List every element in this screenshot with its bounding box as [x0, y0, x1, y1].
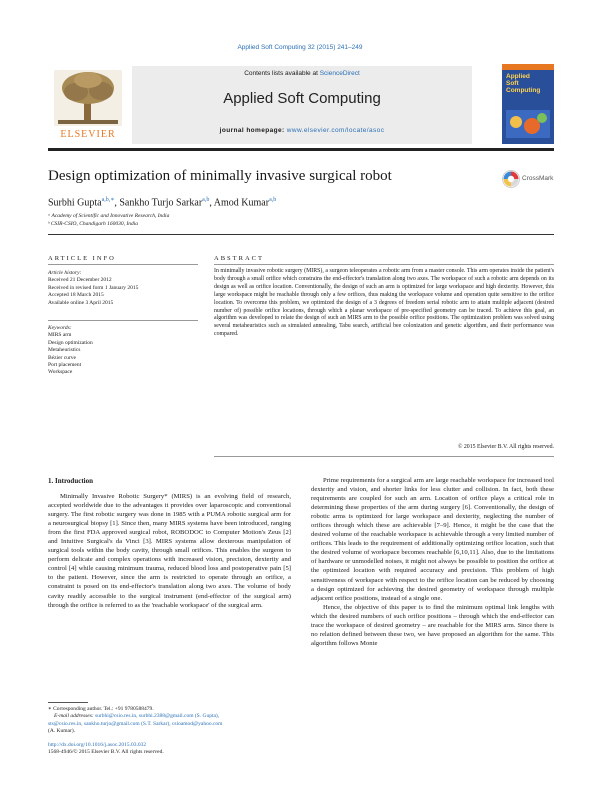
- homepage-prefix: journal homepage:: [219, 127, 287, 134]
- author-affiliation-marker[interactable]: a,b,∗: [101, 197, 115, 203]
- sciencedirect-link[interactable]: ScienceDirect: [319, 70, 360, 77]
- elsevier-tree-icon: [48, 68, 128, 142]
- footnote-divider: [48, 702, 88, 703]
- history-line: Received 21 December 2012: [48, 277, 112, 284]
- homepage-line: [132, 127, 472, 134]
- abstract-bottom-divider: [214, 456, 554, 457]
- keywords-divider: [48, 320, 198, 321]
- body-column-right: [311, 476, 554, 648]
- email-links[interactable]: sts@csio.res.in, sankho.turjo@gmail.com (S.T. Sarkar), csioamod@yahoo.com: [48, 720, 223, 727]
- cover-title-line2: Soft: [506, 80, 519, 87]
- contents-prefix: Contents lists available at: [244, 70, 320, 77]
- body-column-left: [48, 492, 291, 610]
- cover-title-line3: Computing: [506, 87, 541, 94]
- corresponding-author-note: ∗ Corresponding author. Tel.: +91 9780588479.: [48, 706, 154, 712]
- author-name: Sankho Turjo Sarkar: [119, 197, 203, 209]
- crossmark-icon: [502, 170, 520, 188]
- journal-cover-thumbnail: [502, 64, 554, 144]
- author-affiliation-marker[interactable]: a,b: [269, 197, 277, 203]
- email-tail: (A. Kumar).: [48, 728, 76, 735]
- author-name: Surbhi Gupta: [48, 197, 102, 209]
- keywords-list: [48, 325, 198, 377]
- header-divider: [48, 148, 554, 151]
- history-line: Available online 3 April 2015: [48, 299, 114, 306]
- emails-label: E-mail addresses:: [54, 713, 94, 720]
- history-heading: Article history:: [48, 270, 82, 276]
- front-matter-divider: [48, 234, 554, 235]
- affiliation-b: ᵇ CSIR-CSIO, Chandigarh 160030, India: [48, 221, 138, 227]
- doi-block: [48, 742, 291, 757]
- keyword-item: Port placement: [48, 362, 82, 369]
- abstract-divider: [214, 264, 554, 265]
- journal-name: Applied Soft Computing: [223, 90, 381, 107]
- cover-title-line1: Applied: [506, 73, 530, 80]
- intro-paragraph: Hence, the objective of this paper is to find the minimum optimal link lengths with which the desired numbers of such orifice positions – through which the end-effector can trace the workspace of desired geometry – are reachable for the MIRS arm. Since there is no relation defined between these two, we have proposed an algorithm for the same. This algorithm follows Monte: [311, 603, 554, 647]
- footnotes: [48, 706, 291, 736]
- elsevier-logo: [48, 68, 128, 142]
- crossmark-badge[interactable]: [502, 170, 558, 188]
- keyword-item: Bézier curve: [48, 354, 76, 361]
- intro-paragraph: Minimally Invasive Robotic Surgery* (MIRS) is an evolving field of research, accepted worldwide due to the advantages it provides over laparoscopic and conventional surgery. The first robotic surgery was done in 1985 with a PUMA robotic surgical arm for a neurosurgical biopsy [1]. Since then, many MIRS systems have been introduced, ranging from the first FDA approved surgical robot, ROBODOC to Computer Motion's Zeus [2] and Intuitive Surgical's da Vinci [3]. MIRS systems allow dexterous manipulation of surgical tools within the body cavity, through small orifices. This enables the surgeon to perform delicate and complex operations with increased vision, precision, dexterity and control [4] while causing minimum trauma, reduced blood loss and postoperative pain [5] to the patient. However, since the arm is restricted to operate through an orifice, a constraint is posed on its end-effector's translation along two axes. The volume of body cavity readily accessible to the surgical instrument (end-effector of the surgical arm) through the orifice is referred to as the 'reachable workspace' of the surgical arm.: [48, 493, 291, 609]
- abstract-body: In minimally invasive robotic surgery (MIRS), a surgeon teleoperates a robotic arm from a master console. This arm operates inside the patient's body through a small orifice which constrains the end-effector's translation along two axes. The workspace of such a robotic arm depends on its design as well as orifice location. Conventionally, the design of such an arm is optimized for large workspace and high dexterity. However, this large workspace might be reachable through only a few orifices, thus making the workspace volume and operation quite sensitive to the orifice location. To overcome this problem, we optimized the design of a 3 degrees of freedom serial robotic arm to attain multiple adjacent (desired number of) possible orifice locations, through which a planar workspace of pre-specified geometry can be traced. To achieve this goal, an algorithm was developed to relate the design of such an MIRS arm to the possible orifice positions. The optimization problem was solved using several metaheuristics such as simulated annealing, Tabu search, artificial bee colonization and genetic algorithm, and their performance was compared.: [214, 268, 554, 338]
- intro-paragraph: Prime requirements for a surgical arm are large reachable workspace for increased tool dexterity and vision, and shorter links for less clutter and collision. In fact, both these requirements are coupled for such an arm. Location of orifice plays a critical role in determining these properties of the arm during surgery [6]. Conventionally, the design of robotic arms is optimized for large workspace and dexterity, neglecting the number of orifices through which these are achievable [7–9]. Hence, it might be the case that the desired volume of the reachable workspace is achievable through a very limited number of orifices. This leads to the requirement of additionally optimizing orifice location, such that the desired volume of workspace becomes reachable [6,10,11]. Also, due to the limitations of hardware or unmodelled noises, it might not always be possible to position the orifice at the optimized location with required accuracy and precision. This problem of high sensitiveness of workspace with respect to the orifice location can be reduced by choosing a design optimized for achieving the desired geometry of workspace through multiple adjacent orifice positions, instead of a single one.: [311, 477, 554, 602]
- doi-link[interactable]: http://dx.doi.org/10.1016/j.asoc.2015.03.032: [48, 742, 147, 748]
- keywords-heading: Keywords:: [48, 325, 72, 331]
- email-addresses: [48, 713, 291, 720]
- affiliation-a: ᵃ Academy of Scientific and Innovative Research, India: [48, 213, 170, 219]
- keyword-item: Design optimization: [48, 339, 93, 346]
- article-info-heading: ARTICLE INFO: [48, 255, 116, 262]
- journal-reference[interactable]: Applied Soft Computing 32 (2015) 241–249: [237, 44, 363, 51]
- elsevier-wordmark: ELSEVIER: [60, 129, 116, 140]
- author-affiliation-marker[interactable]: a,b: [202, 197, 210, 203]
- email-links[interactable]: surbhi@csio.res.in, surbhi.2388@gmail.com (S. Gupta),: [95, 713, 220, 720]
- author-name: Amod Kumar: [213, 197, 270, 209]
- author-separator: ,: [209, 197, 214, 209]
- history-line: Received in revised form 1 January 2015: [48, 284, 139, 291]
- abstract-heading: ABSTRACT: [214, 255, 264, 262]
- contents-line: [132, 70, 472, 77]
- author-separator: ,: [114, 197, 120, 209]
- article-history: [48, 270, 198, 307]
- history-line: Accepted 18 March 2015: [48, 292, 104, 299]
- keyword-item: Metaheuristics: [48, 347, 81, 354]
- article-info-divider: [48, 264, 198, 265]
- paper-title: Design optimization of minimally invasive surgical robot: [48, 168, 392, 184]
- author-list: [48, 196, 276, 208]
- crossmark-label: CrossMark: [522, 175, 554, 182]
- homepage-link[interactable]: www.elsevier.com/locate/asoc: [286, 127, 385, 134]
- keyword-item: Workspace: [48, 369, 73, 376]
- keyword-item: MIRS arm: [48, 332, 72, 339]
- issn-line: 1568-4946/© 2015 Elsevier B.V. All rights reserved.: [48, 749, 164, 756]
- intro-heading: 1. Introduction: [48, 477, 93, 485]
- abstract-copyright: © 2015 Elsevier B.V. All rights reserved.: [457, 444, 554, 450]
